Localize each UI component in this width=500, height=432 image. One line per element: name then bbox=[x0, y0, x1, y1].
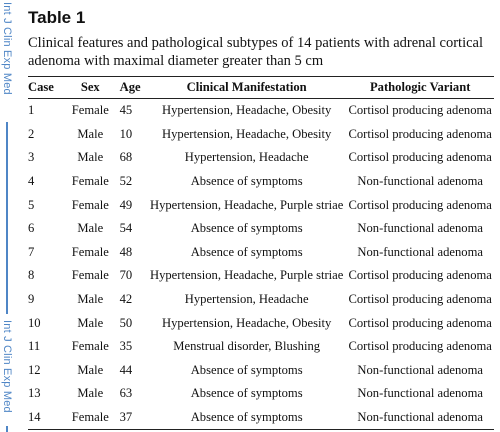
cell-sex: Male bbox=[77, 150, 104, 165]
table-figure bbox=[28, 0, 494, 430]
header-age: Age bbox=[119, 80, 141, 94]
table-title: Table 1 bbox=[28, 8, 86, 27]
cell-age: 50 bbox=[119, 315, 133, 330]
cell-clinical-manifestation: Absence of symptoms bbox=[190, 244, 303, 259]
cell-age: 68 bbox=[119, 150, 133, 165]
cell-case: 9 bbox=[28, 292, 35, 307]
cell-sex: Male bbox=[77, 362, 104, 377]
table-row bbox=[28, 146, 494, 170]
cell-sex: Male bbox=[77, 126, 104, 141]
cell-pathologic-variant: Cortisol producing adenoma bbox=[348, 315, 492, 330]
cell-clinical-manifestation: Menstrual disorder, Blushing bbox=[173, 339, 321, 354]
table-row bbox=[28, 170, 494, 194]
cell-case: 8 bbox=[28, 268, 35, 283]
header-row bbox=[28, 77, 494, 99]
header-case: Case bbox=[28, 80, 54, 94]
table-header bbox=[28, 77, 494, 99]
cell-clinical-manifestation: Hypertension, Headache, Purple striae bbox=[149, 268, 344, 283]
sidebar-divider-line bbox=[6, 426, 8, 432]
table-row bbox=[28, 99, 494, 123]
cell-case: 10 bbox=[28, 315, 41, 330]
table-body bbox=[28, 99, 494, 430]
header-pathologic-variant: Pathologic Variant bbox=[369, 80, 471, 94]
cell-sex: Male bbox=[77, 386, 104, 401]
table-row bbox=[28, 123, 494, 147]
cell-clinical-manifestation: Hypertension, Headache bbox=[184, 150, 309, 165]
cell-sex: Female bbox=[71, 197, 109, 212]
cell-case: 5 bbox=[28, 197, 35, 212]
cell-sex: Male bbox=[77, 221, 104, 236]
cell-case: 6 bbox=[28, 221, 35, 236]
cell-pathologic-variant: Non-functional adenoma bbox=[346, 406, 494, 430]
cell-pathologic-variant: Non-functional adenoma bbox=[357, 362, 483, 377]
table-row bbox=[28, 241, 494, 265]
cell-age: 44 bbox=[119, 362, 133, 377]
cell-age: 45 bbox=[119, 103, 133, 118]
cell-pathologic-variant: Non-functional adenoma bbox=[357, 221, 483, 236]
cell-sex: Male bbox=[77, 315, 104, 330]
cell-pathologic-variant: Non-functional adenoma bbox=[357, 386, 483, 401]
patient-table bbox=[28, 76, 494, 430]
journal-name-top: Int J Clin Exp Med bbox=[1, 2, 13, 95]
cell-pathologic-variant: Cortisol producing adenoma bbox=[348, 268, 492, 283]
cell-clinical-manifestation: Absence of symptoms bbox=[190, 386, 303, 401]
cell-age: 37 bbox=[116, 406, 147, 430]
header-sex: Sex bbox=[80, 80, 100, 94]
cell-pathologic-variant: Cortisol producing adenoma bbox=[348, 292, 492, 307]
cell-age: 10 bbox=[119, 126, 133, 141]
cell-sex: Female bbox=[71, 268, 109, 283]
table-row bbox=[28, 217, 494, 241]
table-row bbox=[28, 264, 494, 288]
cell-clinical-manifestation: Hypertension, Headache, Obesity bbox=[162, 315, 332, 330]
cell-case: 4 bbox=[28, 174, 35, 189]
cell-sex: Female bbox=[65, 406, 116, 430]
journal-name-bottom: Int J Clin Exp Med bbox=[1, 320, 13, 413]
cell-age: 63 bbox=[119, 386, 133, 401]
cell-sex: Female bbox=[71, 244, 109, 259]
cell-case: 13 bbox=[28, 386, 41, 401]
cell-pathologic-variant: Cortisol producing adenoma bbox=[348, 150, 492, 165]
cell-age: 35 bbox=[119, 339, 133, 354]
cell-clinical-manifestation: Hypertension, Headache bbox=[184, 292, 309, 307]
cell-sex: Male bbox=[77, 292, 104, 307]
table-row bbox=[28, 359, 494, 383]
cell-case: 11 bbox=[28, 339, 41, 354]
cell-clinical-manifestation: Absence of symptoms bbox=[190, 362, 303, 377]
cell-age: 52 bbox=[119, 174, 133, 189]
cell-pathologic-variant: Non-functional adenoma bbox=[357, 174, 483, 189]
table-row bbox=[28, 193, 494, 217]
cell-case: 14 bbox=[28, 406, 65, 430]
cell-clinical-manifestation: Hypertension, Headache, Obesity bbox=[162, 103, 332, 118]
table-row bbox=[28, 382, 494, 406]
cell-case: 7 bbox=[28, 244, 35, 259]
cell-sex: Female bbox=[71, 103, 109, 118]
cell-clinical-manifestation: Absence of symptoms bbox=[190, 174, 303, 189]
cell-pathologic-variant: Cortisol producing adenoma bbox=[348, 197, 492, 212]
table-row bbox=[28, 288, 494, 312]
table-row bbox=[28, 311, 494, 335]
cell-clinical-manifestation: Absence of symptoms bbox=[190, 221, 303, 236]
cell-pathologic-variant: Non-functional adenoma bbox=[357, 244, 483, 259]
cell-pathologic-variant: Cortisol producing adenoma bbox=[348, 103, 492, 118]
cell-clinical-manifestation: Hypertension, Headache, Purple striae bbox=[149, 197, 344, 212]
cell-case: 1 bbox=[28, 103, 35, 118]
cell-pathologic-variant: Cortisol producing adenoma bbox=[348, 339, 492, 354]
cell-sex: Female bbox=[71, 339, 109, 354]
cell-age: 70 bbox=[119, 268, 133, 283]
cell-age: 48 bbox=[119, 244, 133, 259]
table-caption: Clinical features and pathological subtypes of 14 patients with adrenal cortical adenoma with maximal diameter greater than 5 cm bbox=[28, 35, 483, 69]
cell-clinical-manifestation: Hypertension, Headache, Obesity bbox=[162, 126, 332, 141]
cell-age: 54 bbox=[119, 221, 133, 236]
cell-age: 49 bbox=[119, 197, 133, 212]
cell-case: 12 bbox=[28, 362, 41, 377]
cell-pathologic-variant: Cortisol producing adenoma bbox=[348, 126, 492, 141]
cell-case: 2 bbox=[28, 126, 35, 141]
sidebar-divider-line bbox=[6, 122, 8, 314]
cell-age: 42 bbox=[119, 292, 133, 307]
table-row bbox=[28, 335, 494, 359]
cell-sex: Female bbox=[71, 174, 109, 189]
cell-clinical-manifestation: Absence of symptoms bbox=[147, 406, 346, 430]
journal-sidebar bbox=[0, 0, 14, 432]
table-row bbox=[28, 406, 494, 430]
header-clinical-manifestation: Clinical Manifestation bbox=[186, 80, 307, 94]
cell-case: 3 bbox=[28, 150, 35, 165]
